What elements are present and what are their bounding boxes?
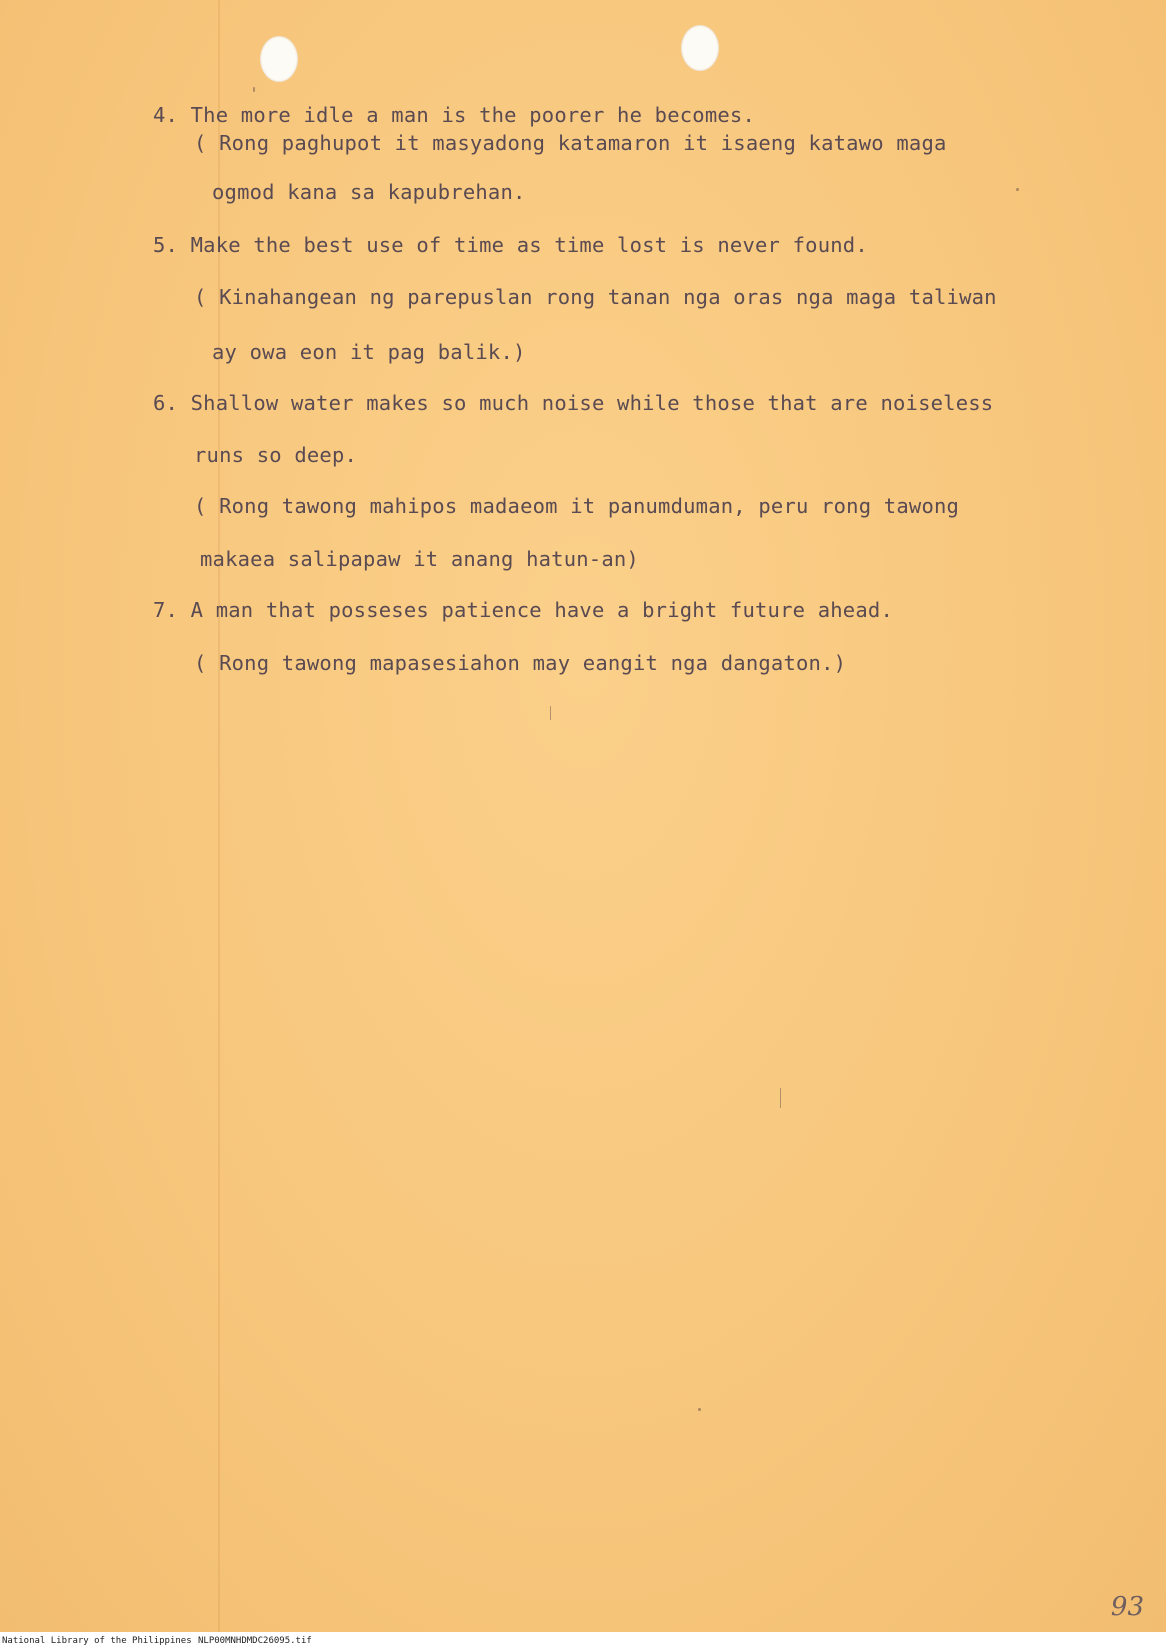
proverb-6-english-cont: runs so deep. — [194, 443, 358, 467]
proverb-5-translation: ( Kinahangean ng parepuslan rong tanan nga oras nga maga taliwan — [194, 285, 997, 309]
punch-hole-right — [681, 25, 719, 71]
paper-speck — [253, 87, 255, 92]
proverb-4-english: 4. The more idle a man is the poorer he becomes. — [153, 103, 756, 127]
paper-speck — [780, 1088, 781, 1108]
proverb-5-translation-cont: ay owa eon it pag balik.) — [212, 340, 526, 364]
handwritten-page-number: 93 — [1110, 1592, 1144, 1622]
paper-speck — [1016, 188, 1019, 191]
footer-institution: National Library of the Philippines — [2, 1636, 192, 1646]
scan-footer — [0, 1632, 1166, 1650]
proverb-6-english: 6. Shallow water makes so much noise while those that are noiseless — [153, 391, 994, 415]
proverb-6-translation-cont: makaea salipapaw it anang hatun-an) — [200, 547, 639, 571]
proverb-7-english: 7. A man that posseses patience have a bright future ahead. — [153, 598, 893, 622]
footer-filename: NLP00MNHDMDC26095.tif — [198, 1636, 312, 1646]
proverb-4-translation-cont: ogmod kana sa kapubrehan. — [212, 180, 526, 204]
paper-speck — [698, 1408, 701, 1411]
proverb-6-translation: ( Rong tawong mahipos madaeom it panumduman, peru rong tawong — [194, 494, 960, 518]
paper-speck — [550, 706, 551, 720]
punch-hole-left — [260, 36, 298, 82]
proverb-5-english: 5. Make the best use of time as time lost is never found. — [153, 233, 868, 257]
proverb-4-translation: ( Rong paghupot it masyadong katamaron it isaeng katawo maga — [194, 131, 947, 155]
proverb-7-translation: ( Rong tawong mapasesiahon may eangit nga dangaton.) — [194, 651, 847, 675]
